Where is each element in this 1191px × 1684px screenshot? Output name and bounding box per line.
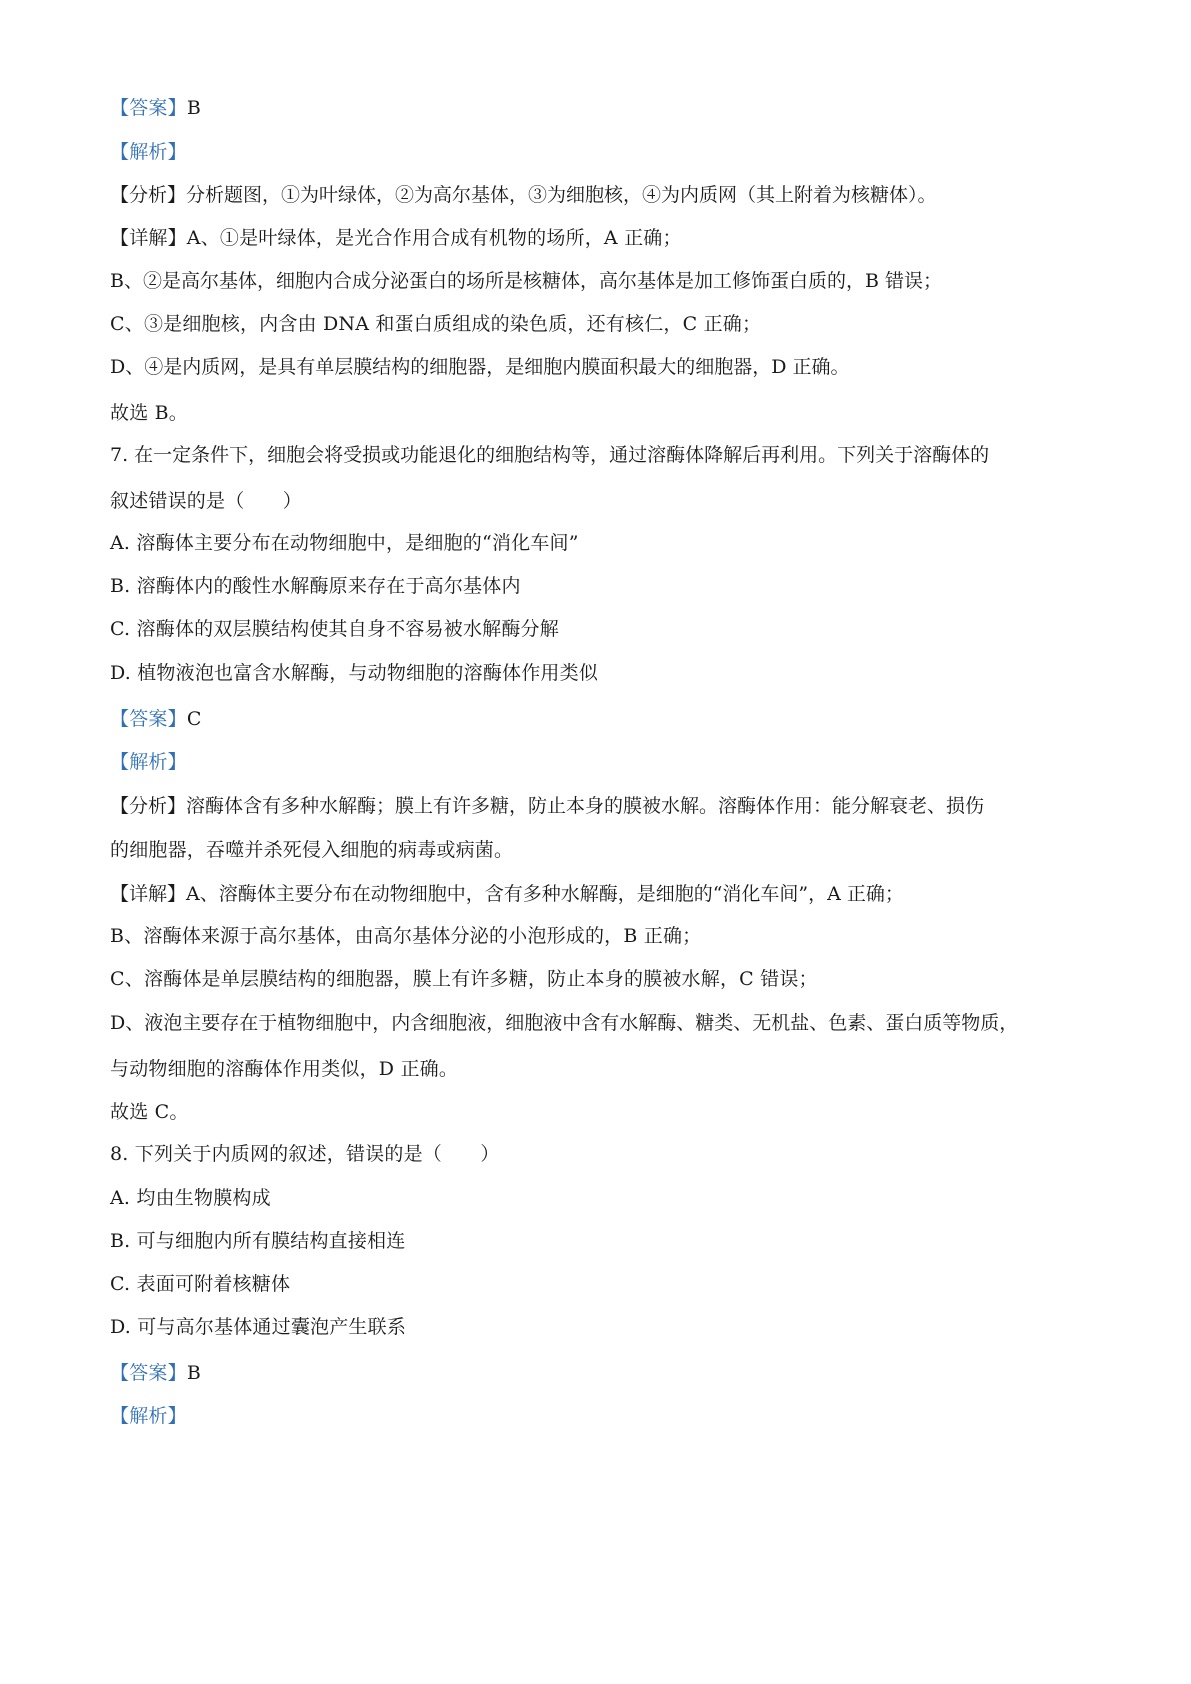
q8-analysis-tag: 【解析】 [110, 1405, 187, 1427]
q7-option-c-explain: C、溶酶体是单层膜结构的细胞器，膜上有许多糖，防止本身的膜被水解，C 错误； [110, 968, 818, 990]
answer-tag: 【答案】 [110, 708, 187, 730]
q6-option-b-explain: B、②是高尔基体，细胞内合成分泌蛋白的场所是核糖体，高尔基体是加工修饰蛋白质的，B 错误； [110, 270, 942, 292]
q7-fenxi-line1: 【分析】溶酶体含有多种水解酶；膜上有许多糖，防止本身的膜被水解。溶酶体作用：能分解衰老、损伤 [110, 795, 985, 817]
q7-analysis-tag: 【解析】 [110, 751, 187, 773]
q7-stem-line2: 叙述错误的是（ ） [110, 490, 303, 512]
q8-option-d: D. 可与高尔基体通过囊泡产生联系 [110, 1316, 407, 1338]
answer-tag: 【答案】 [110, 1362, 187, 1384]
q8-answer-line [110, 1360, 1111, 1386]
q7-fenxi-line2: 的细胞器，吞噬并杀死侵入细胞的病毒或病菌。 [110, 839, 514, 861]
q7-option-a: A. 溶酶体主要分布在动物细胞中，是细胞的“消化车间” [110, 532, 579, 554]
q6-choice: 故选 B。 [110, 402, 189, 424]
q7-option-b-explain: B、溶酶体来源于高尔基体，由高尔基体分泌的小泡形成的，B 正确； [110, 925, 702, 947]
q6-answer-line [110, 95, 1111, 121]
q7-option-d-explain-line2: 与动物细胞的溶酶体作用类似，D 正确。 [110, 1058, 459, 1080]
answer-value: B [186, 1362, 201, 1384]
q7-choice: 故选 C。 [110, 1101, 189, 1123]
q8-option-a: A. 均由生物膜构成 [110, 1187, 271, 1209]
q8-stem: 8. 下列关于内质网的叙述，错误的是（ ） [110, 1143, 500, 1165]
q6-option-d-explain: D、④是内质网，是具有单层膜结构的细胞器，是细胞内膜面积最大的细胞器，D 正确。 [110, 356, 850, 378]
q8-option-b: B. 可与细胞内所有膜结构直接相连 [110, 1230, 406, 1252]
q8-option-c: C. 表面可附着核糖体 [110, 1273, 291, 1295]
q6-analysis-tag: 【解析】 [110, 141, 187, 163]
q7-option-d-explain-line1: D、液泡主要存在于植物细胞中，内含细胞液，细胞液中含有水解酶、糖类、无机盐、色素、蛋白质等物质， [110, 1012, 1019, 1034]
q7-answer-line [110, 706, 1111, 732]
answer-value: C [186, 708, 202, 730]
q7-option-d: D. 植物液泡也富含水解酶，与动物细胞的溶酶体作用类似 [110, 662, 599, 684]
q7-option-b: B. 溶酶体内的酸性水解酶原来存在于高尔基体内 [110, 575, 521, 597]
q7-option-c: C. 溶酶体的双层膜结构使其自身不容易被水解酶分解 [110, 618, 559, 640]
q6-option-c-explain: C、③是细胞核，内含由 DNA 和蛋白质组成的染色质，还有核仁，C 正确； [110, 313, 762, 335]
q6-fenxi: 【分析】分析题图，①为叶绿体，②为高尔基体，③为细胞核，④为内质网（其上附着为核糖体）。 [110, 184, 937, 206]
q7-stem-line1: 7. 在一定条件下，细胞会将受损或功能退化的细胞结构等，通过溶酶体降解后再利用。下列关于溶酶体的 [110, 444, 990, 466]
q7-xiangjie: 【详解】A、溶酶体主要分布在动物细胞中，含有多种水解酶，是细胞的“消化车间”，A 正确； [110, 883, 904, 905]
q6-xiangjie: 【详解】A、①是叶绿体，是光合作用合成有机物的场所，A 正确； [110, 227, 682, 249]
answer-tag: 【答案】 [110, 97, 187, 119]
answer-value: B [186, 97, 201, 119]
